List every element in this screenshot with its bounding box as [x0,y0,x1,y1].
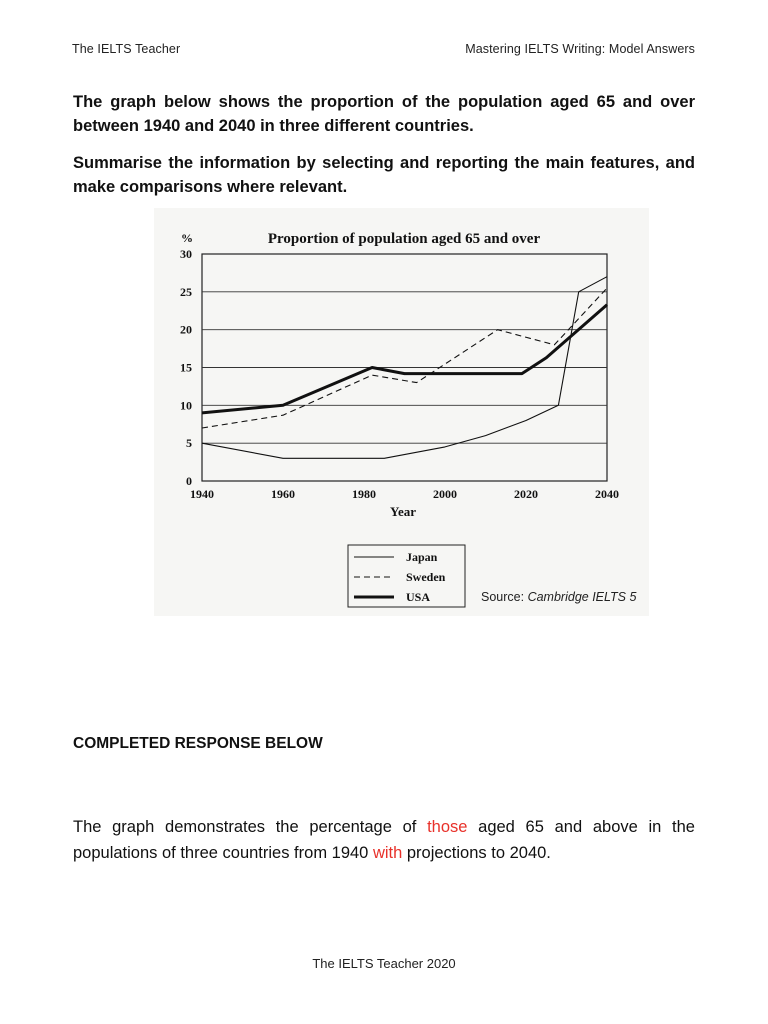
y-axis-unit: % [181,231,193,245]
y-tick-label: 10 [180,398,192,413]
x-tick-label: 2040 [595,487,619,501]
y-tick-label: 15 [180,360,192,375]
legend-label-usa: USA [406,590,431,604]
x-axis-label: Year [390,504,416,519]
x-tick-label: 2020 [514,487,538,501]
line-chart [154,208,649,616]
chart-figure [154,208,649,616]
chart-legend [348,545,465,607]
source-label: Source: [481,590,525,604]
header-right: Mastering IELTS Writing: Model Answers [465,42,695,56]
highlight-those: those [427,818,468,836]
y-tick-label: 30 [180,247,192,261]
header-left: The IELTS Teacher [72,42,181,56]
completed-response-heading: COMPLETED RESPONSE BELOW [73,735,323,752]
y-tick-label: 25 [180,284,192,299]
task-description: The graph below shows the proportion of the population aged 65 and over between 1940 and 2040 in three different countries. [73,93,695,135]
source-text: Cambridge IELTS 5 [527,590,637,604]
footer: The IELTS Teacher 2020 [312,956,456,971]
answer-paragraph [73,814,695,866]
legend-label-japan: Japan [406,550,438,564]
highlight-with: with [372,844,403,862]
x-tick-label: 1940 [190,487,214,501]
x-tick-label: 2000 [433,487,457,501]
x-tick-label: 1980 [352,487,376,501]
chart-source [481,590,636,604]
series-line-usa [202,305,607,413]
x-tick-label: 1960 [271,487,295,501]
y-tick-label: 5 [186,436,192,451]
legend-label-sweden: Sweden [406,570,446,584]
answer-text-2: aged 65 and above in the populations of three countries from 1940 [73,818,695,862]
answer-text-1: The graph demonstrates the percentage of [73,818,428,836]
answer-text-3: projections to 2040. [402,844,551,862]
y-tick-label: 20 [180,322,192,337]
y-tick-label: 0 [186,474,192,488]
task-instruction: Summarise the information by selecting and reporting the main features, and make comparisons where relevant. [73,154,695,196]
chart-title: Proportion of population aged 65 and over [267,231,541,247]
